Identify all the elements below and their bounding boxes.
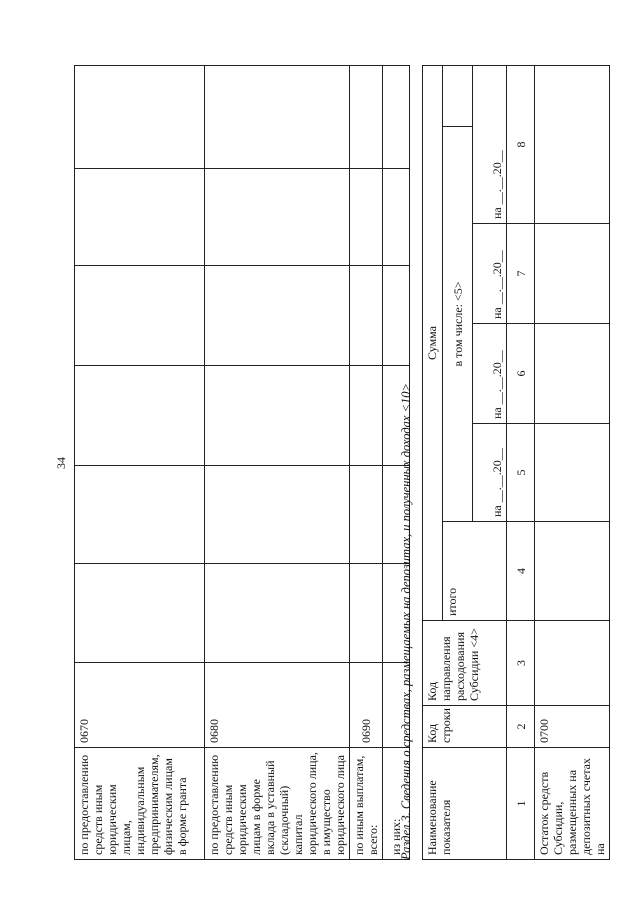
deposits-table [422,65,610,860]
header-row [423,65,443,859]
row-label: по иным выплатам, всего: [350,748,383,860]
row-code: 0700 [535,706,610,748]
row-code: 0690 [350,663,383,748]
rotated-content [74,5,639,860]
table-row [205,66,350,860]
col-number: 1 [507,748,535,860]
header-date-2: на __.__.20__ [473,324,507,424]
table-row [350,66,383,860]
col-number: 8 [507,65,535,223]
col-number: 4 [507,522,535,621]
table-row [535,65,610,859]
header-direction-code: Код направления расходования Субсидии <4> [423,621,507,706]
col-number: 6 [507,324,535,424]
header-date-3: на __.__.20__ [473,224,507,324]
col-number: 2 [507,706,535,748]
row-label: по предоставлению средств иным юридическим лицам, индивидуальным предпринимателям, физическим лицам в форме гранта [75,748,205,860]
header-date-1: на __.__.20__ [473,424,507,522]
row-label: по предоставлению средств иным юридическим лицам в форме вклада в уставный (складочный) капитал юридического лица, в имущество юридического лица [205,748,350,860]
header-row-code: Код строки [423,706,507,748]
col-number: 3 [507,621,535,706]
column-number-row [507,65,535,859]
table-row [75,66,205,860]
page-number: 34 [54,457,68,469]
col-number: 5 [507,424,535,522]
header-amount: Сумма [423,65,443,620]
section-caption: Раздел 3. Сведения о средствах, размещаемых на депозитах, и полученных доходах <10> [399,383,413,860]
row-code: 0670 [75,663,205,748]
header-total: итого [443,522,507,621]
row-code: 0680 [205,663,350,748]
expenses-table [74,65,410,860]
header-date-4: на __.__.20__ [473,65,507,223]
row-label: из них: [383,748,410,860]
row-label: Остаток средств Субсидии, размещенных на депозитных счетах на [535,748,610,860]
header-indicator: Наименование показателя [423,748,507,860]
col-number: 7 [507,224,535,324]
header-including: в том числе: <5> [443,127,473,522]
